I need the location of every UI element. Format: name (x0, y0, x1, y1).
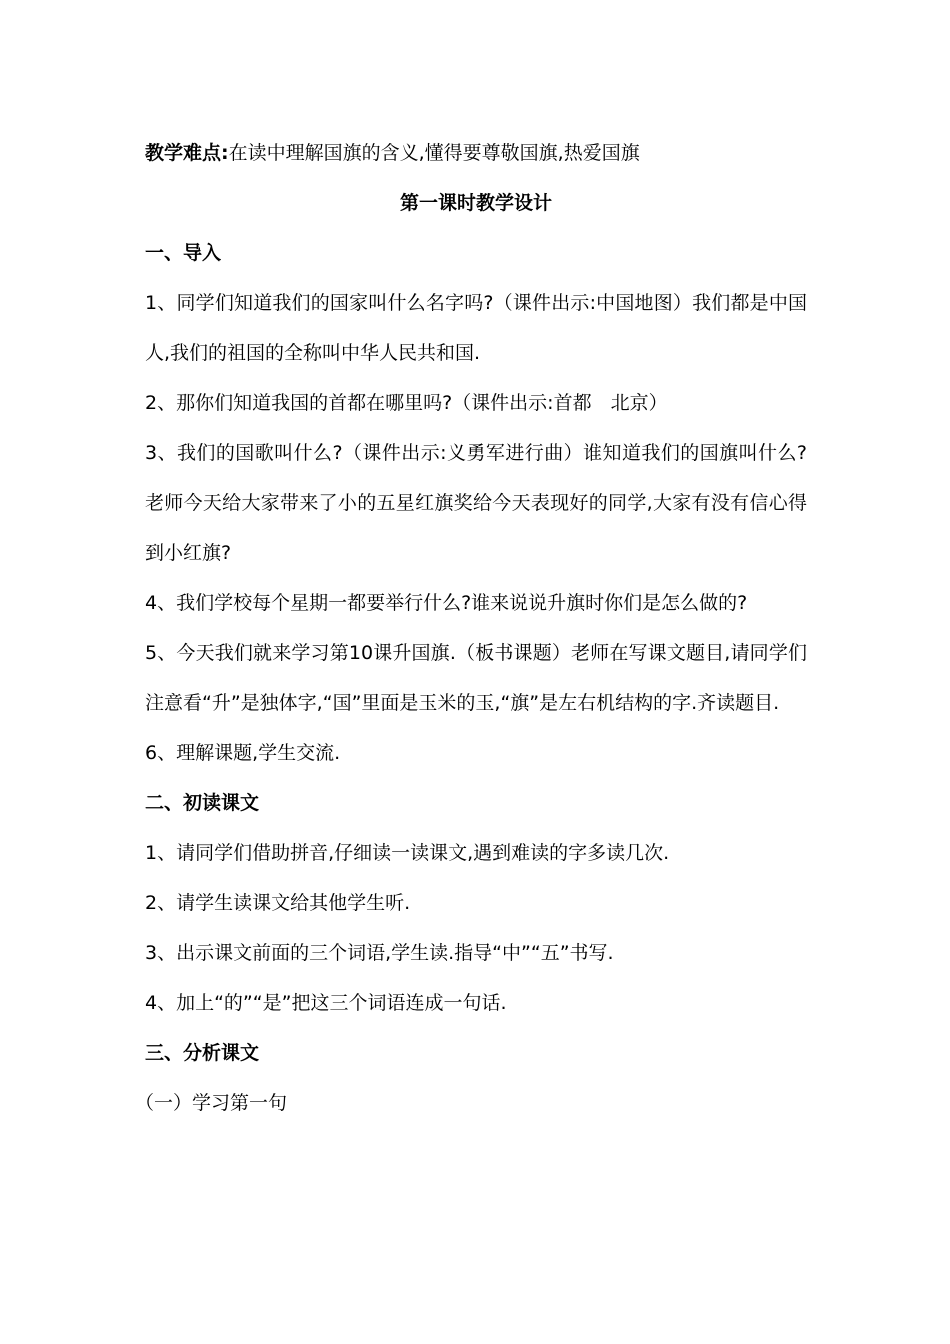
paragraph: 3、出示课文前面的三个词语,学生读.指导“中”“五”书写. (145, 942, 614, 964)
paragraph: （一）学习第一句 (135, 1092, 288, 1114)
difficulty-text: 在读中理解国旗的含义,懂得要尊敬国旗,热爱国旗 (228, 142, 640, 164)
lesson-title: 第一课时教学设计 (399, 192, 552, 214)
paragraph: 2、请学生读课文给其他学生听. (145, 892, 411, 914)
document-page (135, 128, 807, 1128)
section-heading: 一、导入 (145, 242, 222, 264)
section-heading: 三、分析课文 (145, 1042, 260, 1064)
paragraph: 1、同学们知道我们的国家叫什么名字吗?（课件出示:中国地图）我们都是中国人,我们的祖国的全称叫中华人民共和国. (145, 292, 807, 364)
paragraph: 4、我们学校每个星期一都要举行什么?谁来说说升旗时你们是怎么做的? (145, 592, 748, 614)
paragraph: 4、加上“的”“是”把这三个词语连成一句话. (145, 992, 507, 1014)
difficulty-label: 教学难点: (145, 142, 229, 164)
paragraph: 1、请同学们借助拼音,仔细读一读课文,遇到难读的字多读几次. (145, 842, 670, 864)
paragraph: 2、那你们知道我国的首都在哪里吗?（课件出示:首都 北京） (145, 392, 668, 414)
paragraph: 6、理解课题,学生交流. (145, 742, 341, 764)
section-heading: 二、初读课文 (145, 792, 260, 814)
paragraph: 5、今天我们就来学习第10课升国旗.（板书课题）老师在写课文题目,请同学们注意看“升”是独体字,“国”里面是玉米的玉,“旗”是左右机结构的字.齐读题目. (145, 642, 807, 714)
difficulty-line (145, 128, 807, 178)
paragraph: 3、我们的国歌叫什么?（课件出示:义勇军进行曲）谁知道我们的国旗叫什么?老师今天给大家带来了小的五星红旗奖给今天表现好的同学,大家有没有信心得到小红旗? (145, 442, 807, 564)
